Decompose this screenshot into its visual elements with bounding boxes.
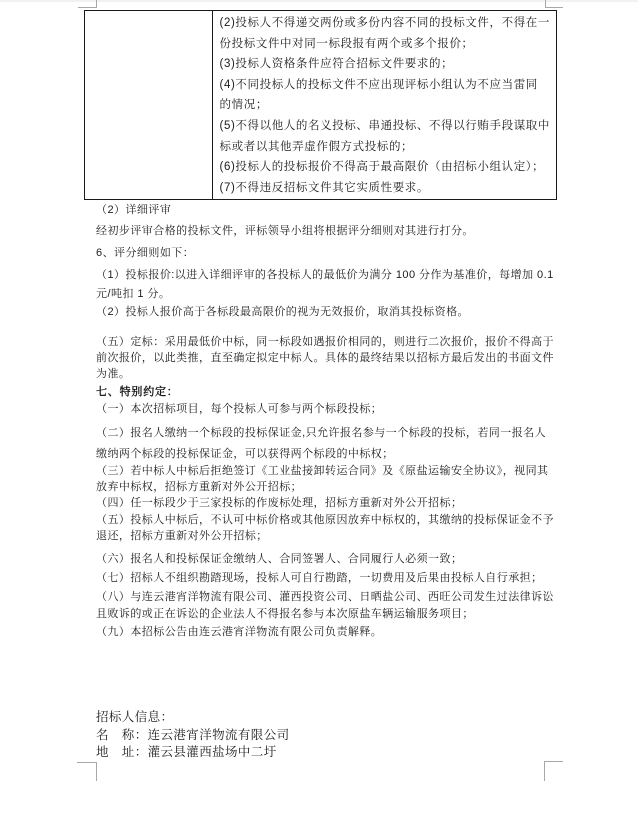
- table-line: (7)不得违反招标文件其它实质性要求。: [219, 181, 429, 194]
- body-line-provision-2: （二）报名人缴纳一个标段的投标保证金,只允许报名参与一个标段的投标，若同一报名人: [96, 427, 547, 439]
- body-line-provision-9: （九）本招标公告由连云港宵洋物流有限公司负责解释。: [96, 626, 383, 638]
- bid-conditions-table: [84, 10, 557, 200]
- table-line: (4)不同投标人的投标文件不应出现评标小组认为不应当雷同: [219, 78, 538, 91]
- bidder-info-heading: 招标人信息：: [96, 710, 174, 724]
- body-line-provision-6: （六）报名人和投标保证金缴纳人、合同签署人、合同履行人必须一致；: [96, 553, 463, 565]
- crop-mark-bottom-left: [77, 762, 97, 763]
- crop-mark-top-left: [96, 0, 97, 8]
- special-provisions-heading: 七、特别约定：: [96, 386, 179, 398]
- crop-mark-bottom-right: [544, 761, 563, 762]
- table-left-cell: [85, 11, 213, 199]
- bidder-name-line: 名 称：连云港宵洋物流有限公司: [96, 728, 290, 742]
- table-line: 份投标文件中对同一标段报有两个或多个报价；: [219, 37, 474, 50]
- body-line: 前次报价，以此类推，直至确定拟定中标人。具体的最终结果以招标方最后发出的书面文件: [96, 352, 554, 364]
- crop-mark-top-right: [545, 0, 546, 8]
- body-line-detailed-review: （2）详细评审: [96, 204, 172, 216]
- body-line: 经初步评审合格的投标文件，评标领导小组将根据评分细则对其进行打分。: [96, 225, 474, 237]
- body-line-provision-1: （一）本次招标项目，每个投标人可参与两个标段投标；: [96, 403, 383, 415]
- body-line: （2）投标人报价高于各标段最高限价的视为无效报价，取消其投标资格。: [96, 306, 469, 318]
- body-line-provision-5: （五）投标人中标后，不认可中标价格或其他原因放弃中标权的，其缴纳的投标保证金不予: [96, 514, 554, 526]
- body-line-provision-8: （八）与连云港宵洋物流有限公司、灌西投资公司、日晒盐公司、西旺公司发生过法律诉讼: [96, 591, 554, 603]
- table-line: 标或者以其他弄虚作假方式投标的；: [219, 140, 414, 153]
- body-line-scoring-heading: 6、评分细则如下：: [96, 247, 195, 259]
- body-line: 放弃中标权，招标方重新对外公开招标；: [96, 481, 303, 493]
- bidder-address-line: 地 址：灌云县灌西盐场中二圩: [96, 745, 277, 759]
- crop-mark-bottom-right: [544, 761, 545, 781]
- body-line-provision-7: （七）招标人不组织勘踏现场，投标人可自行勘踏，一切费用及后果由投标人自行承担；: [96, 572, 543, 584]
- crop-mark-bottom-left: [96, 762, 97, 781]
- body-line: （五）定标：采用最低价中标，同一标段如遇报价相同的，则进行二次报价，报价不得高于: [96, 336, 554, 348]
- table-line: (5)不得以他人的名义投标、串通投标、不得以行贿手段谋取中: [219, 119, 550, 132]
- table-line: (2)投标人不得递交两份或多份内容不同的投标文件，不得在一: [219, 17, 550, 29]
- table-line: (6)投标人的投标报价不得高于最高限价（由招标小组认定）；: [219, 161, 545, 174]
- body-line: 缴纳两个标段的投标保证金，可以获得两个标段的中标权；: [96, 448, 394, 460]
- body-line: 为准。: [96, 368, 131, 380]
- crop-mark-top-right: [545, 7, 563, 8]
- crop-mark-top-left: [78, 7, 97, 8]
- body-line: 退还，招标方重新对外公开招标；: [96, 530, 268, 542]
- table-line: 的情况；: [219, 99, 268, 112]
- body-line: 且败诉的或正在诉讼的企业法人不得报名参与本次原盐车辆运输服务项目；: [96, 608, 474, 620]
- table-right-cell: [213, 11, 556, 199]
- body-line: 元/吨扣 1 分。: [96, 288, 171, 300]
- body-line: （1）投标报价:以进入详细评审的各投标人的最低价为满分 100 分作为基准价，每增加 0.1: [96, 269, 554, 281]
- table-line: (3)投标人资格条件应符合招标文件要求的；: [219, 58, 454, 71]
- body-line-provision-3: （三）若中标人中标后拒绝签订《工业盐接卸转运合同》及《原盐运输安全协议》，视同其: [96, 465, 549, 477]
- body-line-provision-4: （四）任一标段少于三家投标的作废标处理，招标方重新对外公开招标；: [96, 497, 463, 509]
